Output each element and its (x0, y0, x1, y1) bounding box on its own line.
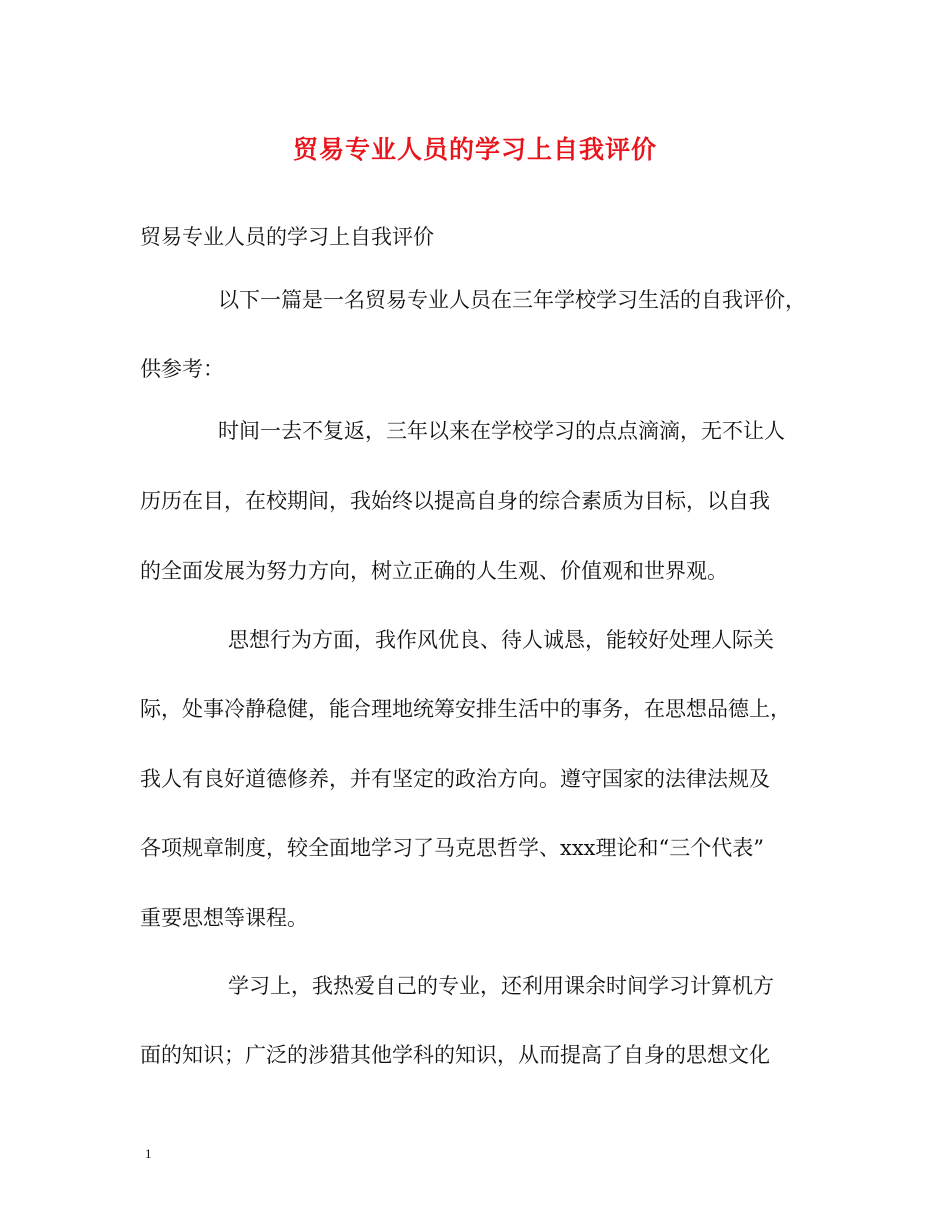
paragraph-line: 面的知识；广泛的涉猎其他学科的知识，从而提高了自身的思想文化 (140, 1043, 770, 1067)
paragraph-line: 各项规章制度，较全面地学习了马克思哲学、xxx理论和“三个代表” (140, 836, 764, 860)
page-number: 1 (145, 1146, 152, 1161)
paragraph-line: 时间一去不复返，三年以来在学校学习的点点滴滴，无不让人 (218, 419, 785, 443)
paragraph-line: 重要思想等课程。 (140, 906, 308, 930)
subtitle-line: 贸易专业人员的学习上自我评价 (140, 225, 434, 249)
paragraph-line: 际，处事冷静稳健，能合理地统筹安排生活中的事务，在思想品德上， (140, 697, 791, 721)
paragraph-line: 学习上，我热爱自己的专业，还利用课余时间学习计算机方 (228, 974, 774, 998)
paragraph-line: 供参考： (140, 357, 224, 381)
document-title: 贸易专业人员的学习上自我评价 (292, 135, 657, 164)
paragraph-line: 我人有良好道德修养，并有坚定的政治方向。遵守国家的法律法规及 (140, 767, 770, 791)
paragraph-line: 历历在目，在校期间，我始终以提高自身的综合素质为目标，以自我 (140, 489, 770, 513)
paragraph-line: 思想行为方面，我作风优良、待人诚恳，能较好处理人际关 (228, 628, 774, 652)
paragraph-line: 以下一篇是一名贸易专业人员在三年学校学习生活的自我评价， (218, 288, 806, 312)
paragraph-line: 的全面发展为努力方向，树立正确的人生观、价值观和世界观。 (140, 559, 728, 583)
